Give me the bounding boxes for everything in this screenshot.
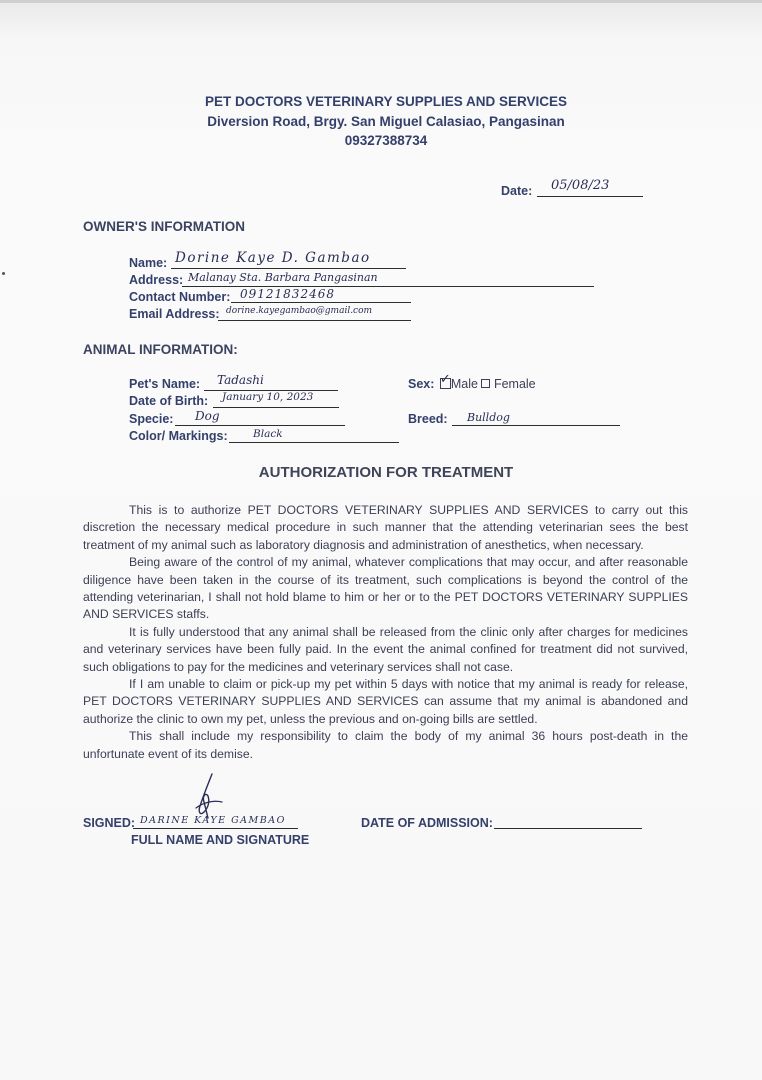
owner-name-line bbox=[171, 268, 406, 269]
owner-contact-value: 09121832468 bbox=[240, 287, 335, 301]
owner-name-value: Dorine Kaye D. Gambao bbox=[175, 250, 371, 266]
scan-speck bbox=[2, 272, 5, 275]
pet-name-value: Tadashi bbox=[217, 373, 264, 387]
breed-label: Breed: bbox=[408, 412, 448, 426]
authorization-paragraph-3: It is fully understood that any animal shall be released from the clinic only after charges for medicines and veterinary services have been fully paid. In the event the animal confined for treatment did not survived, such obligations to pay for the medicines and veterinary services shall not case. bbox=[83, 624, 688, 674]
specie-line bbox=[175, 425, 345, 426]
authorization-paragraph-2: Being aware of the control of my animal, whatever complications that may occur, and after reasonable diligence have been taken in the course of its treatment, such complications is beyond the control of the attending veterinarian, I shall not hold blame to him or her or to the PET DOCTORS VETERINARY SUPPLIES AND SERVICES staffs. bbox=[83, 555, 688, 622]
authorization-paragraph-4: If I am unable to claim or pick-up my pet within 5 days with notice that my animal is ready for release, PET DOCTORS VETERINARY SUPPLIES AND SERVICES can assume that my animal is abandoned and authorize the clinic to own my pet, unless the previous and on-going bills are settled. bbox=[83, 677, 688, 726]
company-address: Diversion Road, Brgy. San Miguel Calasiao, Pangasinan bbox=[207, 113, 565, 129]
owner-address-value: Malanay Sta. Barbara Pangasinan bbox=[188, 271, 378, 284]
signed-label: SIGNED: bbox=[83, 816, 136, 830]
breed-line bbox=[452, 425, 620, 426]
dob-line bbox=[213, 407, 339, 408]
female-checkbox[interactable] bbox=[481, 379, 490, 388]
admission-label: DATE OF ADMISSION: bbox=[361, 816, 493, 830]
authorization-paragraph-1: This is to authorize PET DOCTORS VETERINARY SUPPLIES AND SERVICES to carry out this discretion the necessary medical procedure in such manner that the attending veterinarian sees the best treatment of my animal such as laboratory diagnosis and administration of anesthetics, when necessary. bbox=[83, 503, 688, 552]
signed-line bbox=[133, 828, 298, 829]
color-line bbox=[229, 442, 399, 443]
pet-name-label: Pet's Name: bbox=[129, 377, 201, 391]
page-top-edge bbox=[0, 0, 762, 3]
male-checkbox[interactable] bbox=[439, 372, 451, 389]
owner-contact-label: Contact Number: bbox=[129, 290, 231, 304]
color-label: Color/ Markings: bbox=[129, 429, 228, 443]
company-name: PET DOCTORS VETERINARY SUPPLIES AND SERVICES bbox=[204, 94, 568, 109]
company-phone: 09327388734 bbox=[344, 133, 428, 148]
signature-caption: FULL NAME AND SIGNATURE bbox=[131, 833, 310, 847]
date-value: 05/08/23 bbox=[551, 178, 610, 193]
animal-heading: ANIMAL INFORMATION: bbox=[83, 342, 238, 357]
date-label: Date: bbox=[501, 184, 533, 198]
specie-value: Dog bbox=[195, 409, 220, 423]
owner-name-label: Name: bbox=[129, 256, 168, 270]
specie-label: Specie: bbox=[129, 412, 174, 426]
admission-line bbox=[494, 828, 642, 829]
signed-value: DARINE KAYE GAMBAO bbox=[140, 815, 286, 826]
dob-label: Date of Birth: bbox=[129, 394, 209, 408]
clinic-header bbox=[0, 92, 762, 151]
owner-email-label: Email Address: bbox=[129, 307, 220, 321]
sex-female-label: Female bbox=[493, 377, 536, 391]
owner-email-value: dorine.kayegambao@gmail.com bbox=[226, 306, 373, 316]
sex-male-label: Male bbox=[450, 377, 478, 391]
sex-field bbox=[408, 372, 536, 391]
authorization-paragraph-5: This shall include my responsibility to claim the body of my animal 36 hours post-death in the unfortunate event of its demise. bbox=[83, 729, 688, 761]
check-icon: ✓ bbox=[439, 372, 451, 387]
breed-value: Bulldog bbox=[467, 411, 510, 424]
authorization-body bbox=[83, 502, 688, 763]
owner-email-line bbox=[218, 320, 411, 321]
owner-heading: OWNER'S INFORMATION bbox=[83, 219, 245, 234]
dob-value: January 10, 2023 bbox=[222, 391, 314, 403]
date-line bbox=[537, 196, 643, 197]
sex-label: Sex: bbox=[408, 377, 435, 391]
owner-contact-line bbox=[231, 302, 411, 303]
authorization-title: AUTHORIZATION FOR TREATMENT bbox=[258, 464, 514, 481]
owner-address-label: Address: bbox=[129, 273, 184, 287]
color-value: Black bbox=[253, 428, 283, 440]
